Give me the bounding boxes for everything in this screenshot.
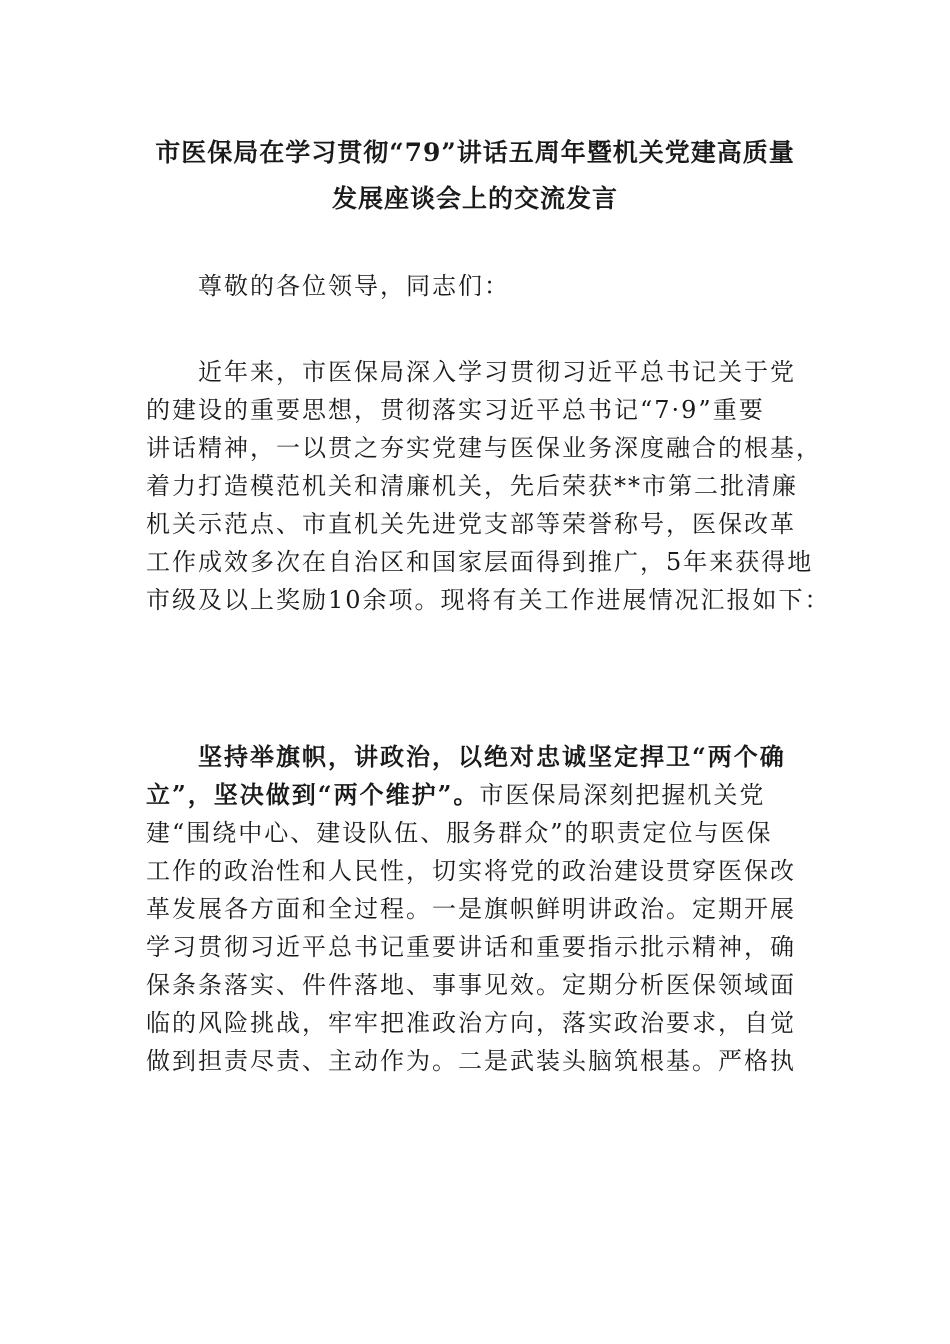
paragraph-2-line: 学习贯彻习近平总书记重要讲话和重要指示批示精神，确 (146, 933, 796, 961)
salutation-text: 尊敬的各位领导，同志们： (198, 272, 510, 300)
paragraph-1-line: 近年来，市医保局深入学习贯彻习近平总书记关于党 (198, 358, 796, 386)
paragraph-2-heading-line-1: 坚持举旗帜，讲政治，以绝对忠诚坚定捍卫“两个确 (198, 742, 786, 771)
paragraph-2 (146, 738, 806, 1080)
paragraph-2-line-2-rest: 市医保局深刻把握机关党 (479, 781, 766, 809)
paragraph-2-line: 建“围绕中心、建设队伍、服务群众”的职责定位与医保 (146, 819, 773, 847)
paragraph-2-line-2 (146, 776, 806, 814)
salutation (146, 267, 806, 305)
paragraph-1-line: 的建设的重要思想，贯彻落实习近平总书记“7·9”重要 (146, 396, 765, 424)
document-title (140, 130, 810, 222)
paragraph-1-line: 机关示范点、市直机关先进党支部等荣誉称号，医保改革 (146, 510, 796, 538)
paragraph-1 (146, 353, 831, 619)
paragraph-2-line: 保条条落实、件件落地、事事见效。定期分析医保领域面 (146, 971, 796, 999)
paragraph-1-line: 工作成效多次在自治区和国家层面得到推广，5年来获得地 (146, 548, 814, 576)
paragraph-1-line: 市级及以上奖励10余项。现将有关工作进展情况汇报如下： (146, 586, 831, 614)
paragraph-2-heading-line-2: 立”，坚决做到“两个维护”。 (146, 780, 480, 809)
paragraph-2-line: 革发展各方面和全过程。一是旗帜鲜明讲政治。定期开展 (146, 895, 796, 923)
paragraph-1-line: 讲话精神，一以贯之夯实党建与医保业务深度融合的根基， (146, 434, 822, 462)
paragraph-2-line: 临的风险挑战，牢牢把准政治方向，落实政治要求，自觉 (146, 1009, 796, 1037)
paragraph-1-line: 着力打造模范机关和清廉机关，先后荣获**市第二批清廉 (146, 472, 798, 500)
paragraph-2-line: 做到担责尽责、主动作为。二是武装头脑筑根基。严格执 (146, 1047, 796, 1075)
paragraph-2-line: 工作的政治性和人民性，切实将党的政治建设贯穿医保改 (146, 857, 796, 885)
title-line-2: 发展座谈会上的交流发言 (331, 184, 618, 213)
title-line-1: 市医保局在学习贯彻“79”讲话五周年暨机关党建高质量 (155, 138, 795, 167)
